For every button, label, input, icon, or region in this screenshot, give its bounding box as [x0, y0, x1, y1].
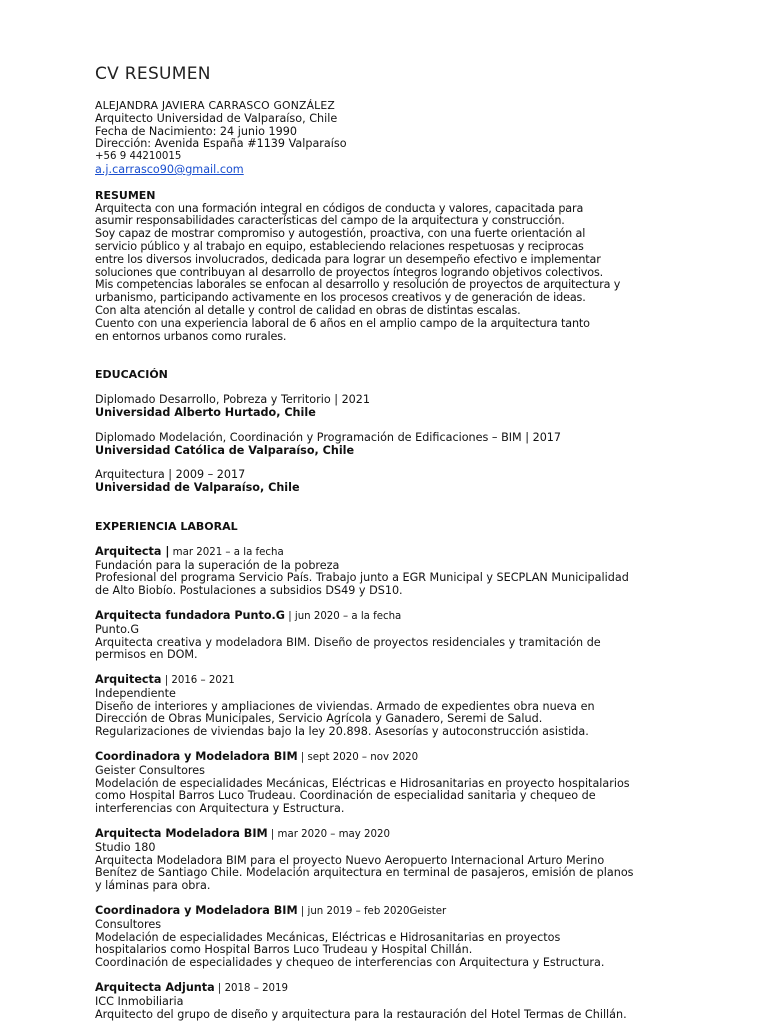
experience-item — [95, 674, 680, 739]
job-line: Fundación para la superación de la pobreza — [95, 558, 340, 572]
job-line: Consultores — [95, 917, 162, 931]
job-date: mar 2021 – a la fecha — [169, 546, 284, 558]
summary-line: servicio público y al trabajo en equipo, estableciendo relaciones respetuosas y reciprocas — [95, 239, 584, 253]
summary-line: Mis competencias laborales se enfocan al desarrollo y resolución de proyectos de arquitectura y — [95, 278, 621, 292]
page-title: CV RESUMEN — [95, 64, 211, 84]
job-line: y láminas para obra. — [95, 879, 211, 893]
experience-section — [95, 521, 680, 1022]
education-item — [95, 432, 680, 458]
job-line: de Alto Biobío. Postulaciones a subsidios DS49 y DS10. — [95, 584, 403, 598]
email-link[interactable]: a.j.carrasco90@gmail.com — [95, 162, 244, 176]
education-program: Diplomado Modelación, Coordinación y Programación de Edificaciones – BIM | 2017 — [95, 430, 562, 444]
cv-content — [95, 100, 680, 1021]
experience-item — [95, 546, 680, 598]
job-line: Punto.G — [95, 622, 139, 636]
summary-line: Arquitecta con una formación integral en códigos de conducta y valores, capacitada para — [95, 201, 584, 215]
phone: +56 9 44210015 — [95, 151, 182, 163]
experience-item — [95, 982, 680, 1021]
education-item — [95, 469, 680, 495]
summary-section — [95, 190, 680, 344]
experience-item — [95, 610, 680, 662]
job-line: hospitalarios como Hospital Barros Luco Trudeau y Hospital Chillán. — [95, 943, 473, 957]
birth-date: Fecha de Nacimiento: 24 junio 1990 — [95, 124, 297, 138]
education-section — [95, 369, 680, 495]
job-line: Arquitecta Modeladora BIM para el proyecto Nuevo Aeropuerto Internacional Arturo Merino — [95, 853, 605, 867]
job-date: | sept 2020 – nov 2020 — [297, 752, 419, 764]
job-date: | jun 2019 – feb 2020Geister — [297, 906, 447, 918]
job-date: | mar 2020 – may 2020 — [267, 829, 390, 841]
job-line: Benítez de Santiago Chile. Modelación arquitectura en terminal de pasajeros, emisión de planos — [95, 866, 634, 880]
job-role: Coordinadora y Modeladora BIM — [95, 904, 298, 918]
job-role: Arquitecta — [95, 673, 162, 687]
experience-item — [95, 751, 680, 816]
job-line: Independiente — [95, 686, 176, 700]
job-role: Arquitecta | — [95, 544, 170, 558]
job-line: Studio 180 — [95, 840, 156, 854]
summary-line: asumir responsabilidades características del campo de la arquitectura y construcción. — [95, 214, 565, 228]
job-line: permisos en DOM. — [95, 648, 198, 662]
job-line: Arquitecto del grupo de diseño y arquitectura para la restauración del Hotel Termas de Chillán. — [95, 1007, 627, 1021]
address: Dirección: Avenida España #1139 Valparaíso — [95, 137, 347, 151]
job-line: Modelación de especialidades Mecánicas, Eléctricas e Hidrosanitarias en proyectos — [95, 930, 561, 944]
job-line: ICC Inmobiliaria — [95, 994, 184, 1008]
summary-line: en entornos urbanos como rurales. — [95, 329, 287, 343]
job-date: | 2018 – 2019 — [214, 983, 289, 995]
summary-line: Con alta atención al detalle y control de calidad en obras de distintas escalas. — [95, 303, 521, 317]
job-date: | jun 2020 – a la fecha — [284, 610, 402, 622]
job-line: Coordinación de especialidades y chequeo de interferencias con Arquitectura y Estructura. — [95, 956, 605, 970]
education-program: Diplomado Desarrollo, Pobreza y Territorio | 2021 — [95, 393, 371, 407]
job-line: Regularizaciones de viviendas bajo la ley 20.898. Asesorías y autoconstrucción asistida. — [95, 725, 589, 739]
education-heading: EDUCACIÓN — [95, 368, 168, 382]
job-role: Arquitecta Modeladora BIM — [95, 827, 268, 841]
experience-item — [95, 828, 680, 893]
education-institution: Universidad de Valparaíso, Chile — [95, 481, 300, 495]
full-name: ALEJANDRA JAVIERA CARRASCO GONZÁLEZ — [95, 99, 335, 112]
job-line: como Hospital Barros Luco Trudeau. Coordinación de especialidad sanitaria y chequeo de — [95, 789, 596, 803]
job-date: | 2016 – 2021 — [161, 675, 235, 687]
summary-line: entre los diversos involucrados, dedicada para lograr un desempeño efectivo e implementar — [95, 252, 601, 266]
degree: Arquitecto Universidad de Valparaíso, Chile — [95, 111, 338, 125]
job-role: Coordinadora y Modeladora BIM — [95, 750, 298, 764]
education-program: Arquitectura | 2009 – 2017 — [95, 468, 246, 482]
job-line: Arquitecta creativa y modeladora BIM. Diseño de proyectos residenciales y tramitación de — [95, 635, 601, 649]
summary-line: urbanismo, participando activamente en los procesos creativos y de generación de ideas. — [95, 291, 586, 305]
summary-heading: RESUMEN — [95, 188, 156, 202]
job-role: Arquitecta Adjunta — [95, 981, 215, 995]
job-role: Arquitecta fundadora Punto.G — [95, 608, 285, 622]
summary-line: Soy capaz de mostrar compromiso y autogestión, proactiva, con una fuerte orientación al — [95, 227, 586, 241]
education-institution: Universidad Católica de Valparaíso, Chile — [95, 443, 355, 457]
job-line: Profesional del programa Servicio País. Trabajo junto a EGR Municipal y SECPLAN Municipalidad — [95, 571, 629, 585]
job-line: Geister Consultores — [95, 763, 205, 777]
job-line: interferencias con Arquitectura y Estructura. — [95, 802, 345, 816]
education-institution: Universidad Alberto Hurtado, Chile — [95, 405, 316, 419]
contact-block — [95, 100, 680, 177]
summary-line: soluciones que contribuyan al desarrollo de proyectos íntegros logrando objetivos colectivos. — [95, 265, 604, 279]
education-item — [95, 394, 680, 420]
job-line: Modelación de especialidades Mecánicas, Eléctricas e Hidrosanitarias en proyecto hospitalarios — [95, 776, 630, 790]
summary-line: Cuento con una experiencia laboral de 6 años en el amplio campo de la arquitectura tanto — [95, 316, 590, 330]
experience-heading: EXPERIENCIA LABORAL — [95, 519, 238, 533]
experience-item — [95, 905, 680, 970]
job-line: Dirección de Obras Municipales, Servicio Agrícola y Ganadero, Seremi de Salud. — [95, 712, 543, 726]
job-line: Diseño de interiores y ampliaciones de viviendas. Armado de expedientes obra nueva en — [95, 699, 595, 713]
